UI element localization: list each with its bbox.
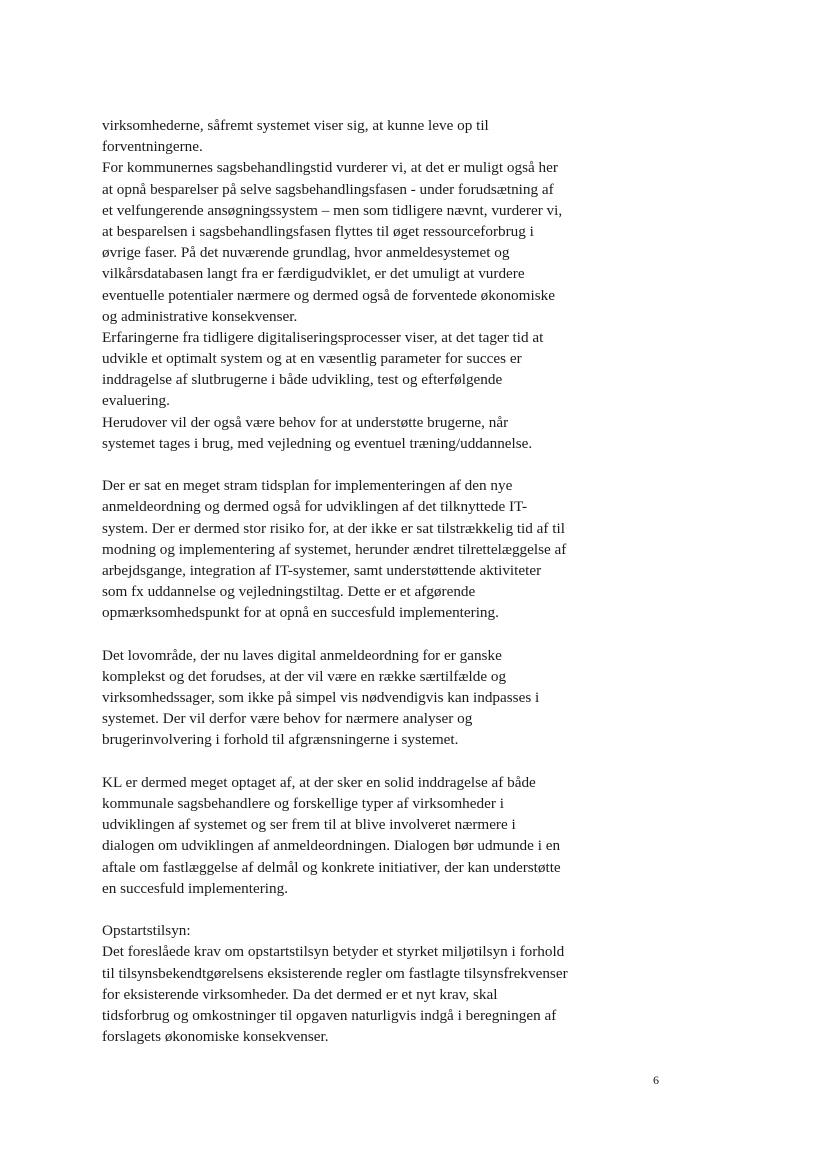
text-line: KL er dermed meget optaget af, at der sker en solid inddragelse af både xyxy=(102,773,536,791)
paragraph xyxy=(102,772,622,899)
text-line: evaluering. xyxy=(102,392,170,410)
text-line: til tilsynsbekendtgørelsens eksisterende regler om fastlagte tilsynsfrekvenser xyxy=(102,964,568,982)
text-line: Det lovområde, der nu laves digital anmeldeordning for er ganske xyxy=(102,646,502,664)
text-line: et velfungerende ansøgningssystem – men som tidligere nævnt, vurderer vi, xyxy=(102,201,563,219)
text-line: opmærksomhedspunkt for at opnå en succesfuld implementering. xyxy=(102,604,499,622)
text-line: systemet. Der vil derfor være behov for nærmere analyser og xyxy=(102,710,473,728)
text-line: Erfaringerne fra tidligere digitaliseringsprocesser viser, at det tager tid at xyxy=(102,328,544,346)
text-line: som fx uddannelse og vejledningstiltag. Dette er et afgørende xyxy=(102,583,476,601)
text-line: anmeldeordning og dermed også for udviklingen af det tilknyttede IT- xyxy=(102,498,527,516)
text-line: for eksisterende virksomheder. Da det dermed er et nyt krav, skal xyxy=(102,985,498,1003)
text-line: dialogen om udviklingen af anmeldeordningen. Dialogen bør udmunde i en xyxy=(102,837,561,855)
document-body-text xyxy=(102,115,622,1047)
text-line: systemet tages i brug, med vejledning og eventuel træning/uddannelse. xyxy=(102,434,533,452)
text-line: Herudover vil der også være behov for at understøtte brugerne, når xyxy=(102,413,509,431)
paragraph-spacer xyxy=(102,454,622,475)
text-line: vilkårsdatabasen langt fra er færdigudviklet, er det umuligt at vurdere xyxy=(102,265,525,283)
text-line: inddragelse af slutbrugerne i både udvikling, test og efterfølgende xyxy=(102,371,503,389)
text-line: tidsforbrug og omkostninger til opgaven naturligvis indgå i beregningen af xyxy=(102,1006,557,1024)
text-line: at besparelsen i sagsbehandlingsfasen flyttes til øget ressourceforbrug i xyxy=(102,222,534,240)
text-line: øvrige faser. På det nuværende grundlag, hvor anmeldesystemet og xyxy=(102,244,510,262)
text-line: en succesfuld implementering. xyxy=(102,879,288,897)
text-line: aftale om fastlæggelse af delmål og konkrete initiativer, der kan understøtte xyxy=(102,858,561,876)
text-line: brugerinvolvering i forhold til afgrænsningerne i systemet. xyxy=(102,731,459,749)
text-line: og administrative konsekvenser. xyxy=(102,307,298,325)
text-line: eventuelle potentialer nærmere og dermed også de forventede økonomiske xyxy=(102,286,555,304)
paragraph xyxy=(102,475,622,623)
paragraph-spacer xyxy=(102,899,622,920)
paragraph xyxy=(102,157,622,327)
text-line: forventningerne. xyxy=(102,138,203,156)
text-line: modning og implementering af systemet, herunder ændret tilrettelæggelse af xyxy=(102,540,567,558)
text-line: system. Der er dermed stor risiko for, at der ikke er sat tilstrækkelig tid af til xyxy=(102,519,565,537)
text-line: Det foreslåede krav om opstartstilsyn betyder et styrket miljøtilsyn i forhold xyxy=(102,943,565,961)
text-line: udvikle et optimalt system og at en væsentlig parameter for succes er xyxy=(102,350,522,368)
paragraph xyxy=(102,327,622,412)
text-line: komplekst og det forudses, at der vil være en række særtilfælde og xyxy=(102,667,507,685)
text-line: Der er sat en meget stram tidsplan for implementeringen af den nye xyxy=(102,477,513,495)
paragraph xyxy=(102,412,622,454)
text-line: at opnå besparelser på selve sagsbehandlingsfasen - under forudsætning af xyxy=(102,180,554,198)
paragraph xyxy=(102,645,622,751)
paragraph xyxy=(102,920,622,941)
text-line: arbejdsgange, integration af IT-systemer, samt understøttende aktiviteter xyxy=(102,561,542,579)
paragraph-spacer xyxy=(102,624,622,645)
paragraph xyxy=(102,115,622,157)
paragraph xyxy=(102,941,622,1047)
page-number: 6 xyxy=(653,1073,659,1087)
text-line: virksomhederne, såfremt systemet viser sig, at kunne leve op til xyxy=(102,117,489,134)
text-line: virksomhedssager, som ikke på simpel vis nødvendigvis kan indpasses i xyxy=(102,689,540,707)
text-line: udviklingen af systemet og ser frem til at blive involveret nærmere i xyxy=(102,816,516,834)
text-line: Opstartstilsyn: xyxy=(102,922,191,940)
paragraph-spacer xyxy=(102,751,622,772)
text-line: forslagets økonomiske konsekvenser. xyxy=(102,1028,329,1046)
text-line: For kommunernes sagsbehandlingstid vurderer vi, at det er muligt også her xyxy=(102,159,558,177)
text-line: kommunale sagsbehandlere og forskellige typer af virksomheder i xyxy=(102,795,504,812)
